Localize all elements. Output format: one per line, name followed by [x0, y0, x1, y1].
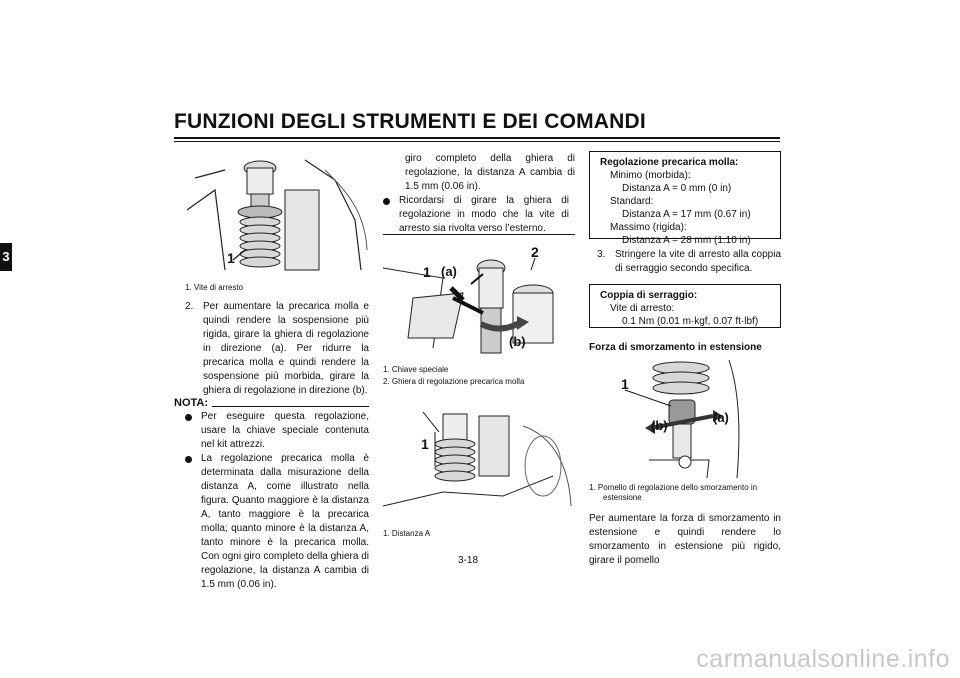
figure-rebound-knob — [589, 360, 781, 478]
page-number: 3-18 — [458, 555, 479, 566]
spec-value: 0.1 Nm (0.01 m·kgf, 0.07 ft·lbf) — [622, 316, 759, 327]
label-a: (a) — [713, 410, 729, 425]
figure-caption: 1. Distanza A — [383, 529, 431, 538]
step-3 — [597, 248, 781, 278]
spec-heading: Coppia di serraggio: — [600, 290, 698, 301]
callout-2: 2 — [531, 244, 539, 260]
watermark: carmanualsonline.info — [696, 645, 950, 673]
label-b: (b) — [651, 418, 668, 433]
spec-std-label: Standard: — [610, 196, 654, 207]
nota-label: NOTA: — [174, 397, 209, 409]
spec-min-label: Minimo (morbida): — [610, 170, 691, 181]
spec-box-torque — [589, 284, 781, 328]
bullet-text: Ricordarsi di girare la ghiera di regolazione in modo che la vite di arresto sia rivolta verso l’esterno. — [399, 195, 569, 234]
figure-caption-line1: 1. Pomello di regolazione dello smorzamento in — [589, 483, 758, 492]
nota-bullet-3 — [383, 194, 575, 236]
step-2 — [185, 300, 369, 396]
nota-end-rule — [383, 234, 575, 235]
spec-heading: Regolazione precarica molla: — [600, 157, 739, 168]
figure-distance-a — [383, 396, 575, 522]
bullet-icon — [185, 456, 192, 463]
figure-caption: 1. Vite di arresto — [185, 283, 244, 292]
figure-caption-2: 2. Ghiera di regolazione precarica molla — [383, 377, 525, 386]
spec-max-label: Massimo (rigida): — [610, 222, 687, 233]
figure-caption-line2: estensione — [603, 493, 642, 502]
step-number: 2. — [185, 301, 194, 312]
callout-1: 1 — [621, 376, 629, 392]
nota-bullet-1 — [185, 410, 369, 452]
spec-min-value: Distanza A = 0 mm (0 in) — [622, 183, 732, 194]
title-rule — [174, 137, 780, 139]
bullet-icon — [185, 414, 192, 421]
step-text: Per aumentare la precarica molla e quindi rendere la sospensione più rigida, girare la ghiera di regolazione in direzione (a). Per ridurre la precarica molla e quindi rendere la sospensione più morbida, girare la ghiera di regolazione in direzione (b). — [203, 301, 369, 396]
label-b: (b) — [509, 334, 526, 349]
callout-1: 1 — [423, 264, 431, 280]
spec-max-value: Distanza A = 28 mm (1.10 in) — [622, 235, 751, 246]
section-heading: Forza di smorzamento in estensione — [589, 342, 762, 353]
nota-rule — [212, 406, 369, 407]
page-title: FUNZIONI DEGLI STRUMENTI E DEI COMANDI — [174, 110, 646, 133]
figure-caption-1: 1. Chiave speciale — [383, 365, 449, 374]
rebound-body: Per aumentare la forza di smorzamento in estensione e quindi rendere lo smorzamento in estensione più rigido, girare il pomello — [589, 513, 781, 566]
step-text: Stringere la vite di arresto alla coppia di serraggio secondo specifica. — [615, 249, 781, 274]
bullet-icon — [383, 198, 390, 205]
nota-bullet-2 — [185, 452, 369, 590]
callout-1: 1 — [421, 436, 429, 452]
callout-1: 1 — [227, 250, 235, 266]
spec-std-value: Distanza A = 17 mm (0.67 in) — [622, 209, 751, 220]
bullet-text: Per eseguire questa regolazione, usare la chiave speciale contenuta nel kit attrezzi. — [201, 411, 369, 450]
figure-special-wrench — [383, 238, 575, 358]
figure-stop-screw — [185, 150, 369, 276]
nota-continued: giro completo della ghiera di regolazione, la distanza A cambia di 1.5 mm (0.06 in). — [405, 153, 575, 192]
label-a: (a) — [441, 264, 457, 279]
chapter-tab: 3 — [0, 243, 12, 271]
title-rule-thin — [174, 141, 780, 142]
bullet-text: La regolazione precarica molla è determinata dalla misurazione della distanza A, come illustrato nella figura. Quanto maggiore è la distanza A, tanto maggiore è la precarica molla; quanto minore è la distanza A, tanto minore è la precarica molla. Con ogni giro completo della ghiera di regolazione, la distanza A cambia di 1.5 mm (0.06 in). — [201, 453, 369, 590]
spec-box-preload — [589, 151, 781, 246]
spec-label: Vite di arresto: — [610, 303, 675, 314]
step-number: 3. — [597, 249, 606, 260]
